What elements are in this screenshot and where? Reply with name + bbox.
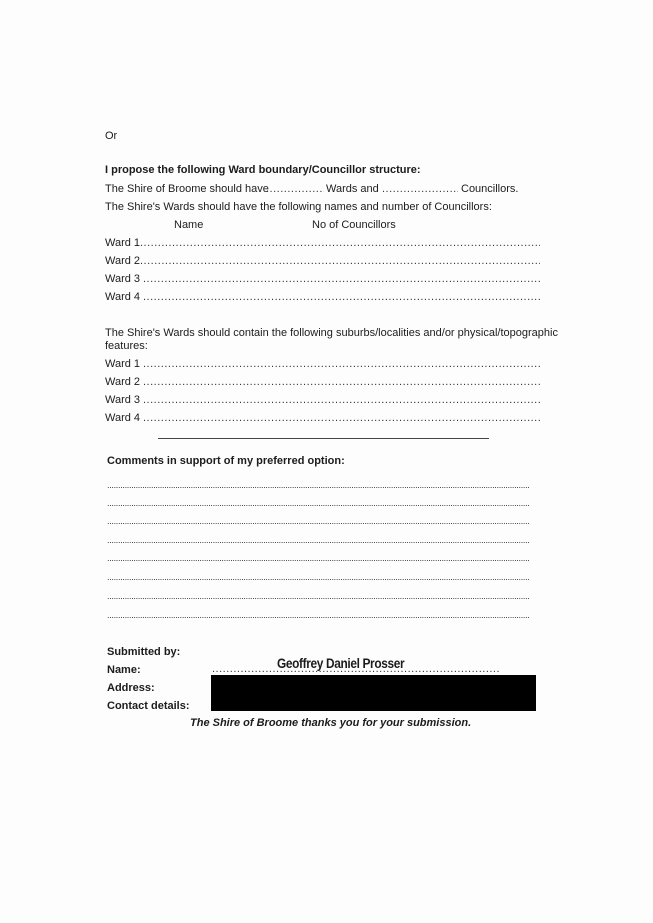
shire-prefix: The Shire of Broome should have [105, 183, 269, 195]
suburbs-ward-4-label: Ward 4 [105, 412, 141, 424]
or-label: Or [105, 130, 118, 142]
comment-line [107, 535, 529, 545]
proposal-ward-2-line [140, 255, 540, 267]
names-intro: The Shire's Wards should have the following names and number of Councillors: [105, 201, 492, 213]
suburbs-ward-3-line [143, 394, 540, 406]
comment-line [107, 553, 529, 563]
col-name: Name [174, 219, 204, 231]
proposal-ward-4-label: Ward 4 [105, 291, 141, 303]
proposal-ward-2-label: Ward 2 [105, 255, 141, 267]
suburbs-intro-line2: features: [105, 340, 148, 352]
proposal-ward-1-line [140, 237, 540, 249]
comment-line [107, 591, 529, 601]
section-divider [158, 438, 489, 439]
col-councillors: No of Councillors [312, 219, 396, 231]
proposal-ward-4-line [143, 291, 540, 303]
suburbs-ward-4-line [143, 412, 540, 424]
proposal-ward-1-label: Ward 1 [105, 237, 141, 249]
suburbs-ward-1-label: Ward 1 [105, 358, 141, 370]
submitted-by-label: Submitted by: [107, 646, 181, 658]
wards-mid: Wards and [326, 183, 379, 195]
comment-line [107, 480, 529, 490]
name-label: Name: [107, 664, 141, 676]
proposal-heading: I propose the following Ward boundary/Councillor structure: [105, 164, 421, 176]
councillors-count-blank [382, 183, 458, 195]
name-value: Geoffrey Daniel Prosser [277, 656, 405, 671]
suburbs-ward-1-line [143, 358, 540, 370]
wards-count-blank [266, 183, 324, 195]
redacted-contact-block [211, 675, 536, 711]
proposal-ward-3-line [143, 273, 540, 285]
comment-line [107, 498, 529, 508]
councillors-suffix: Councillors. [461, 183, 519, 195]
thanks-message: The Shire of Broome thanks you for your submission. [190, 717, 472, 729]
proposal-ward-3-label: Ward 3 [105, 273, 141, 285]
contact-label: Contact details: [107, 700, 190, 712]
suburbs-ward-2-line [143, 376, 540, 388]
comment-line [107, 516, 529, 526]
suburbs-intro-line1: The Shire's Wards should contain the following suburbs/localities and/or physical/topographic [105, 327, 558, 339]
address-label: Address: [107, 682, 155, 694]
suburbs-ward-3-label: Ward 3 [105, 394, 141, 406]
comment-line [107, 572, 529, 582]
suburbs-ward-2-label: Ward 2 [105, 376, 141, 388]
comment-line [107, 610, 529, 620]
comments-heading: Comments in support of my preferred option: [107, 455, 345, 467]
